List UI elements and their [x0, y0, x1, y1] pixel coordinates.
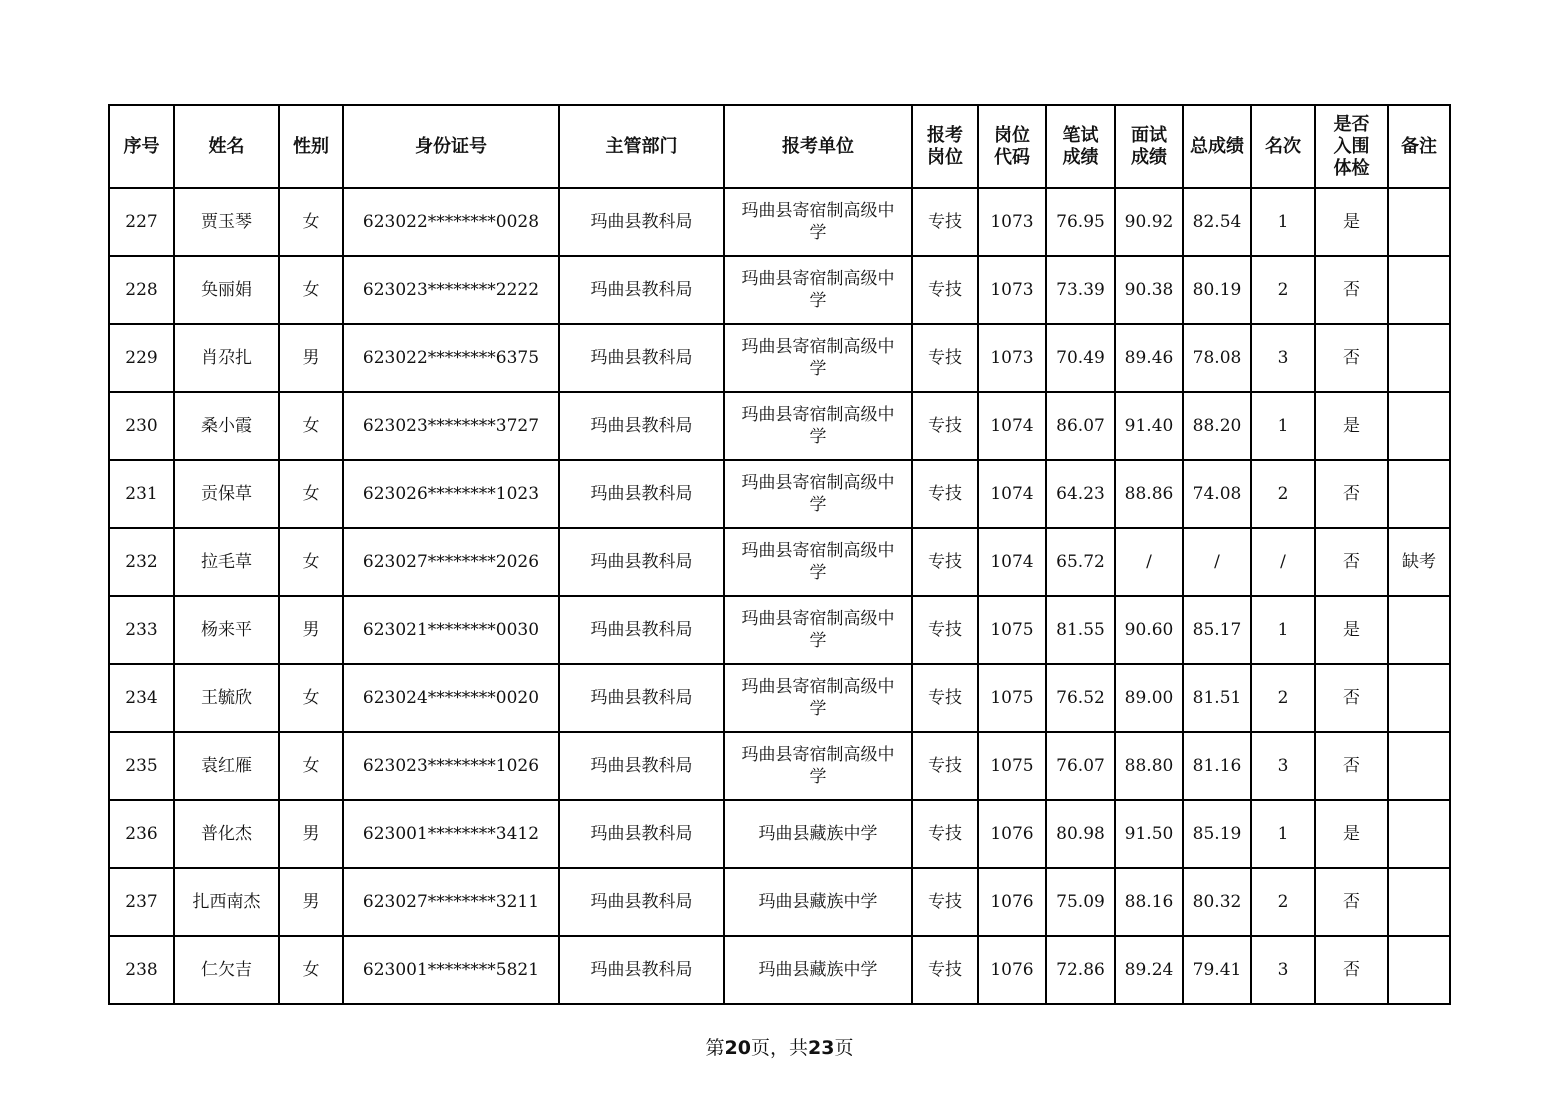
header-id-number: 身份证号 — [343, 105, 559, 188]
cell-post: 专技 — [912, 732, 978, 800]
header-post-label: 报考岗位 — [926, 124, 963, 168]
cell-post: 专技 — [912, 664, 978, 732]
cell-post-code: 1074 — [978, 528, 1046, 596]
cell-gender: 女 — [279, 664, 343, 732]
cell-post: 专技 — [912, 800, 978, 868]
cell-id-number: 623023********1026 — [343, 732, 559, 800]
cell-post-code: 1075 — [978, 664, 1046, 732]
header-gender: 性别 — [279, 105, 343, 188]
cell-written-score: 64.23 — [1046, 460, 1115, 528]
cell-id-number: 623001********3412 — [343, 800, 559, 868]
cell-name: 王毓欣 — [174, 664, 279, 732]
table-row — [109, 256, 1450, 324]
cell-unit — [724, 392, 912, 460]
header-written-label: 笔试成绩 — [1062, 124, 1099, 168]
cell-unit — [724, 460, 912, 528]
cell-department: 玛曲县教科局 — [559, 732, 724, 800]
cell-written-score: 73.39 — [1046, 256, 1115, 324]
cell-unit — [724, 800, 912, 868]
table-row — [109, 596, 1450, 664]
cell-interview-score: 89.24 — [1115, 936, 1183, 1004]
cell-unit-text: 玛曲县寄宿制高级中学 — [741, 677, 895, 719]
page-footer — [0, 1033, 1559, 1060]
cell-interview-score: 91.50 — [1115, 800, 1183, 868]
cell-department: 玛曲县教科局 — [559, 256, 724, 324]
cell-id-number: 623001********5821 — [343, 936, 559, 1004]
footer-suffix: 页 — [834, 1037, 854, 1059]
cell-remark — [1388, 868, 1450, 936]
cell-total-score: 81.51 — [1183, 664, 1251, 732]
cell-seq: 230 — [109, 392, 174, 460]
cell-remark: 缺考 — [1388, 528, 1450, 596]
cell-total-score: 85.17 — [1183, 596, 1251, 664]
footer-total-pages: 23 — [808, 1037, 835, 1059]
cell-seq: 238 — [109, 936, 174, 1004]
cell-unit-text: 玛曲县寄宿制高级中学 — [741, 541, 895, 583]
header-post-code — [978, 105, 1046, 188]
cell-post: 专技 — [912, 256, 978, 324]
cell-remark — [1388, 324, 1450, 392]
cell-remark — [1388, 936, 1450, 1004]
table-row — [109, 528, 1450, 596]
cell-interview-score: 89.00 — [1115, 664, 1183, 732]
cell-post-code: 1075 — [978, 596, 1046, 664]
cell-unit-text: 玛曲县藏族中学 — [758, 892, 878, 912]
cell-physical-exam: 是 — [1315, 392, 1388, 460]
cell-seq: 236 — [109, 800, 174, 868]
header-rank: 名次 — [1251, 105, 1315, 188]
cell-department: 玛曲县教科局 — [559, 664, 724, 732]
cell-post-code: 1076 — [978, 936, 1046, 1004]
cell-post-code: 1076 — [978, 868, 1046, 936]
cell-total-score: 82.54 — [1183, 188, 1251, 256]
cell-physical-exam: 否 — [1315, 256, 1388, 324]
cell-seq: 237 — [109, 868, 174, 936]
cell-unit-text: 玛曲县藏族中学 — [758, 824, 878, 844]
cell-unit — [724, 664, 912, 732]
cell-physical-exam: 是 — [1315, 800, 1388, 868]
cell-total-score: 78.08 — [1183, 324, 1251, 392]
cell-remark — [1388, 460, 1450, 528]
cell-post-code: 1075 — [978, 732, 1046, 800]
cell-gender: 女 — [279, 188, 343, 256]
cell-name: 杨来平 — [174, 596, 279, 664]
cell-name: 贾玉琴 — [174, 188, 279, 256]
cell-remark — [1388, 392, 1450, 460]
cell-physical-exam: 是 — [1315, 596, 1388, 664]
cell-total-score: 79.41 — [1183, 936, 1251, 1004]
cell-post-code: 1073 — [978, 188, 1046, 256]
cell-name: 奂丽娟 — [174, 256, 279, 324]
cell-gender: 男 — [279, 324, 343, 392]
cell-physical-exam: 否 — [1315, 324, 1388, 392]
header-written — [1046, 105, 1115, 188]
cell-written-score: 65.72 — [1046, 528, 1115, 596]
cell-rank: 1 — [1251, 392, 1315, 460]
table-body — [109, 188, 1450, 1004]
cell-seq: 234 — [109, 664, 174, 732]
header-post — [912, 105, 978, 188]
cell-id-number: 623023********2222 — [343, 256, 559, 324]
results-table — [108, 104, 1451, 1005]
cell-rank: 1 — [1251, 800, 1315, 868]
cell-total-score: 88.20 — [1183, 392, 1251, 460]
table-row — [109, 188, 1450, 256]
cell-gender: 女 — [279, 732, 343, 800]
cell-gender: 女 — [279, 256, 343, 324]
cell-unit-text: 玛曲县寄宿制高级中学 — [741, 609, 895, 651]
cell-gender: 女 — [279, 460, 343, 528]
cell-total-score: 81.16 — [1183, 732, 1251, 800]
header-total: 总成绩 — [1183, 105, 1251, 188]
cell-name: 普化杰 — [174, 800, 279, 868]
table-row — [109, 936, 1450, 1004]
cell-gender: 女 — [279, 392, 343, 460]
cell-unit — [724, 528, 912, 596]
cell-interview-score: 90.60 — [1115, 596, 1183, 664]
cell-seq: 232 — [109, 528, 174, 596]
cell-total-score: 85.19 — [1183, 800, 1251, 868]
cell-post-code: 1073 — [978, 324, 1046, 392]
cell-total-score: 80.19 — [1183, 256, 1251, 324]
cell-unit — [724, 324, 912, 392]
cell-post-code: 1076 — [978, 800, 1046, 868]
cell-gender: 男 — [279, 596, 343, 664]
cell-unit-text: 玛曲县寄宿制高级中学 — [741, 337, 895, 379]
table-row — [109, 800, 1450, 868]
cell-department: 玛曲县教科局 — [559, 528, 724, 596]
cell-written-score: 76.07 — [1046, 732, 1115, 800]
cell-department: 玛曲县教科局 — [559, 188, 724, 256]
cell-name: 肖尕扎 — [174, 324, 279, 392]
cell-rank: / — [1251, 528, 1315, 596]
header-row — [109, 105, 1450, 188]
cell-remark — [1388, 800, 1450, 868]
table-row — [109, 460, 1450, 528]
cell-unit — [724, 868, 912, 936]
cell-id-number: 623021********0030 — [343, 596, 559, 664]
table-row — [109, 392, 1450, 460]
header-remark: 备注 — [1388, 105, 1450, 188]
cell-remark — [1388, 596, 1450, 664]
cell-seq: 229 — [109, 324, 174, 392]
cell-id-number: 623023********3727 — [343, 392, 559, 460]
cell-id-number: 623024********0020 — [343, 664, 559, 732]
cell-remark — [1388, 732, 1450, 800]
cell-physical-exam: 否 — [1315, 868, 1388, 936]
cell-id-number: 623022********6375 — [343, 324, 559, 392]
cell-id-number: 623027********2026 — [343, 528, 559, 596]
header-unit: 报考单位 — [724, 105, 912, 188]
cell-unit-text: 玛曲县寄宿制高级中学 — [741, 745, 895, 787]
cell-rank: 3 — [1251, 732, 1315, 800]
cell-post: 专技 — [912, 188, 978, 256]
cell-unit — [724, 936, 912, 1004]
header-interview — [1115, 105, 1183, 188]
cell-name: 贡保草 — [174, 460, 279, 528]
cell-department: 玛曲县教科局 — [559, 392, 724, 460]
table-row — [109, 324, 1450, 392]
cell-department: 玛曲县教科局 — [559, 324, 724, 392]
cell-unit — [724, 256, 912, 324]
cell-interview-score: 89.46 — [1115, 324, 1183, 392]
cell-interview-score: / — [1115, 528, 1183, 596]
cell-remark — [1388, 188, 1450, 256]
cell-gender: 女 — [279, 528, 343, 596]
cell-seq: 231 — [109, 460, 174, 528]
cell-unit-text: 玛曲县藏族中学 — [758, 960, 878, 980]
cell-written-score: 75.09 — [1046, 868, 1115, 936]
cell-post: 专技 — [912, 868, 978, 936]
header-department: 主管部门 — [559, 105, 724, 188]
cell-physical-exam: 否 — [1315, 460, 1388, 528]
cell-department: 玛曲县教科局 — [559, 460, 724, 528]
cell-interview-score: 88.80 — [1115, 732, 1183, 800]
table-row — [109, 664, 1450, 732]
cell-interview-score: 88.86 — [1115, 460, 1183, 528]
cell-written-score: 80.98 — [1046, 800, 1115, 868]
header-post-code-label: 岗位代码 — [993, 124, 1030, 168]
cell-unit-text: 玛曲县寄宿制高级中学 — [741, 473, 895, 515]
cell-written-score: 72.86 — [1046, 936, 1115, 1004]
header-seq: 序号 — [109, 105, 174, 188]
cell-department: 玛曲县教科局 — [559, 868, 724, 936]
cell-name: 袁红雁 — [174, 732, 279, 800]
cell-physical-exam: 是 — [1315, 188, 1388, 256]
cell-rank: 2 — [1251, 460, 1315, 528]
cell-post: 专技 — [912, 528, 978, 596]
cell-gender: 女 — [279, 936, 343, 1004]
cell-name: 仁欠吉 — [174, 936, 279, 1004]
cell-rank: 2 — [1251, 868, 1315, 936]
cell-rank: 1 — [1251, 596, 1315, 664]
cell-unit — [724, 732, 912, 800]
cell-interview-score: 90.38 — [1115, 256, 1183, 324]
cell-seq: 228 — [109, 256, 174, 324]
cell-seq: 235 — [109, 732, 174, 800]
cell-id-number: 623026********1023 — [343, 460, 559, 528]
cell-written-score: 70.49 — [1046, 324, 1115, 392]
cell-department: 玛曲县教科局 — [559, 936, 724, 1004]
cell-written-score: 86.07 — [1046, 392, 1115, 460]
cell-physical-exam: 否 — [1315, 528, 1388, 596]
cell-post-code: 1073 — [978, 256, 1046, 324]
cell-seq: 233 — [109, 596, 174, 664]
cell-physical-exam: 否 — [1315, 664, 1388, 732]
cell-seq: 227 — [109, 188, 174, 256]
cell-department: 玛曲县教科局 — [559, 596, 724, 664]
cell-remark — [1388, 256, 1450, 324]
cell-unit — [724, 596, 912, 664]
header-interview-label: 面试成绩 — [1130, 124, 1167, 168]
cell-department: 玛曲县教科局 — [559, 800, 724, 868]
cell-interview-score: 88.16 — [1115, 868, 1183, 936]
cell-rank: 1 — [1251, 188, 1315, 256]
header-name: 姓名 — [174, 105, 279, 188]
cell-rank: 3 — [1251, 324, 1315, 392]
header-physical — [1315, 105, 1388, 188]
footer-middle: 页，共 — [750, 1037, 808, 1059]
cell-rank: 2 — [1251, 256, 1315, 324]
cell-name: 拉毛草 — [174, 528, 279, 596]
cell-written-score: 81.55 — [1046, 596, 1115, 664]
cell-name: 桑小霞 — [174, 392, 279, 460]
cell-written-score: 76.95 — [1046, 188, 1115, 256]
cell-unit-text: 玛曲县寄宿制高级中学 — [741, 269, 895, 311]
table-row — [109, 868, 1450, 936]
cell-total-score: 80.32 — [1183, 868, 1251, 936]
cell-rank: 2 — [1251, 664, 1315, 732]
cell-unit — [724, 188, 912, 256]
cell-remark — [1388, 664, 1450, 732]
cell-written-score: 76.52 — [1046, 664, 1115, 732]
cell-id-number: 623022********0028 — [343, 188, 559, 256]
cell-post: 专技 — [912, 324, 978, 392]
cell-post: 专技 — [912, 460, 978, 528]
cell-gender: 男 — [279, 800, 343, 868]
cell-post-code: 1074 — [978, 392, 1046, 460]
cell-post: 专技 — [912, 392, 978, 460]
cell-unit-text: 玛曲县寄宿制高级中学 — [741, 405, 895, 447]
cell-total-score: / — [1183, 528, 1251, 596]
cell-gender: 男 — [279, 868, 343, 936]
cell-id-number: 623027********3211 — [343, 868, 559, 936]
cell-physical-exam: 否 — [1315, 732, 1388, 800]
cell-name: 扎西南杰 — [174, 868, 279, 936]
cell-total-score: 74.08 — [1183, 460, 1251, 528]
cell-post-code: 1074 — [978, 460, 1046, 528]
cell-post: 专技 — [912, 936, 978, 1004]
cell-interview-score: 90.92 — [1115, 188, 1183, 256]
cell-physical-exam: 否 — [1315, 936, 1388, 1004]
cell-interview-score: 91.40 — [1115, 392, 1183, 460]
cell-unit-text: 玛曲县寄宿制高级中学 — [741, 201, 895, 243]
table-row — [109, 732, 1450, 800]
cell-rank: 3 — [1251, 936, 1315, 1004]
cell-post: 专技 — [912, 596, 978, 664]
footer-current-page: 20 — [724, 1037, 751, 1059]
header-physical-label: 是否入围体检 — [1333, 113, 1370, 179]
footer-prefix: 第 — [705, 1037, 725, 1059]
